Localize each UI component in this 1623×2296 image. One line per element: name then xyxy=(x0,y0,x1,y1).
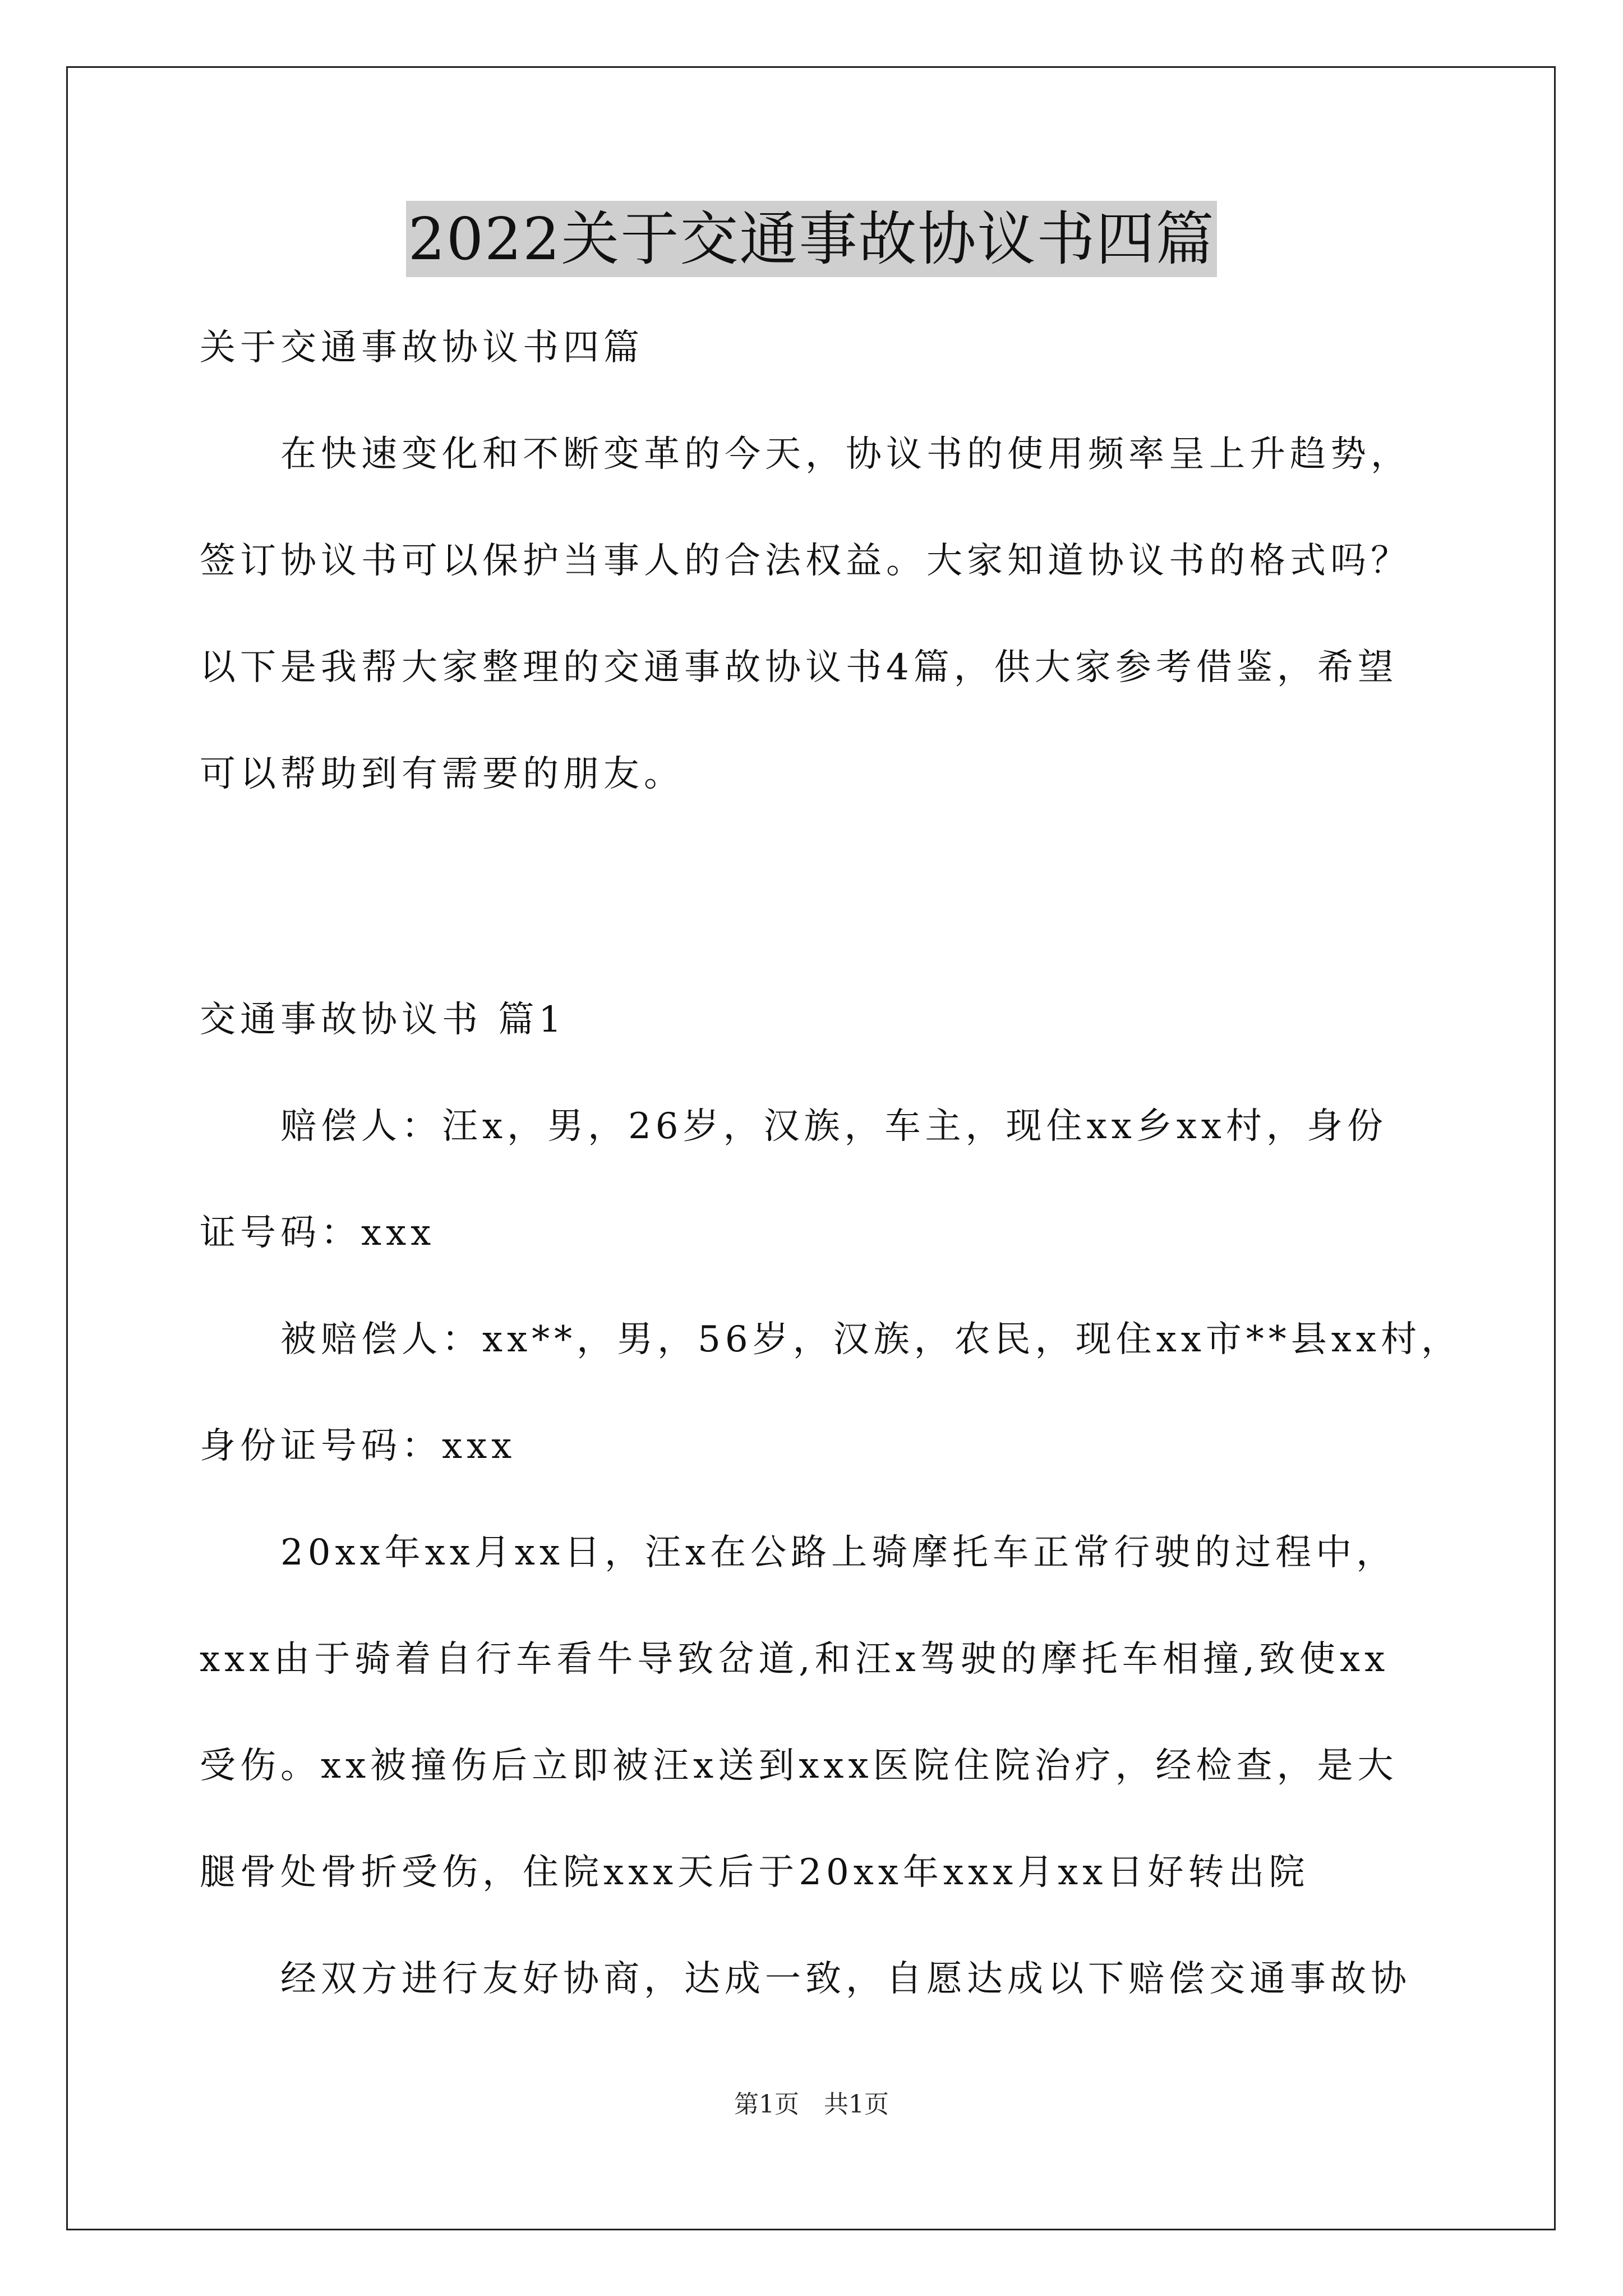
incident-line: xxx由于骑着自行车看牛导致岔道,和汪x驾驶的摩托车相撞,致使xx xyxy=(200,1639,1390,1680)
intro-line: 以下是我帮大家整理的交通事故协议书4篇，供大家参考借鉴，希望 xyxy=(200,647,1398,688)
compensated-line: 身份证号码：xxx xyxy=(200,1425,517,1467)
document-title-wrapper xyxy=(0,201,1623,277)
section-heading: 交通事故协议书 篇1 xyxy=(200,999,566,1041)
incident-line: 20xx年xx月xx日，汪x在公路上骑摩托车正常行驶的过程中， xyxy=(280,1532,1397,1573)
compensator-line: 赔偿人：汪x，男，26岁，汉族，车主，现住xx乡xx村，身份 xyxy=(280,1106,1387,1147)
intro-line: 在快速变化和不断变革的今天，协议书的使用频率呈上升趋势， xyxy=(280,434,1411,475)
document-subtitle: 关于交通事故协议书四篇 xyxy=(200,327,644,369)
incident-line: 受伤。xx被撞伤后立即被汪x送到xxx医院住院治疗，经检查，是大 xyxy=(200,1745,1398,1787)
intro-line: 可以帮助到有需要的朋友。 xyxy=(200,753,684,795)
compensated-line: 被赔偿人：xx**，男，56岁，汉族，农民，现住xx市**县xx村， xyxy=(280,1319,1461,1360)
intro-line: 签订协议书可以保护当事人的合法权益。大家知道协议书的格式吗？ xyxy=(200,540,1411,582)
page-footer: 第1页 共1页 xyxy=(734,2090,889,2119)
incident-line: 腿骨处骨折受伤，住院xxx天后于20xx年xxx月xx日好转出院 xyxy=(200,1852,1310,1893)
document-title: 2022关于交通事故协议书四篇 xyxy=(406,201,1218,277)
compensator-line: 证号码：xxx xyxy=(200,1212,436,1254)
agreement-line: 经双方进行友好协商，达成一致，自愿达成以下赔偿交通事故协 xyxy=(280,1958,1411,2000)
